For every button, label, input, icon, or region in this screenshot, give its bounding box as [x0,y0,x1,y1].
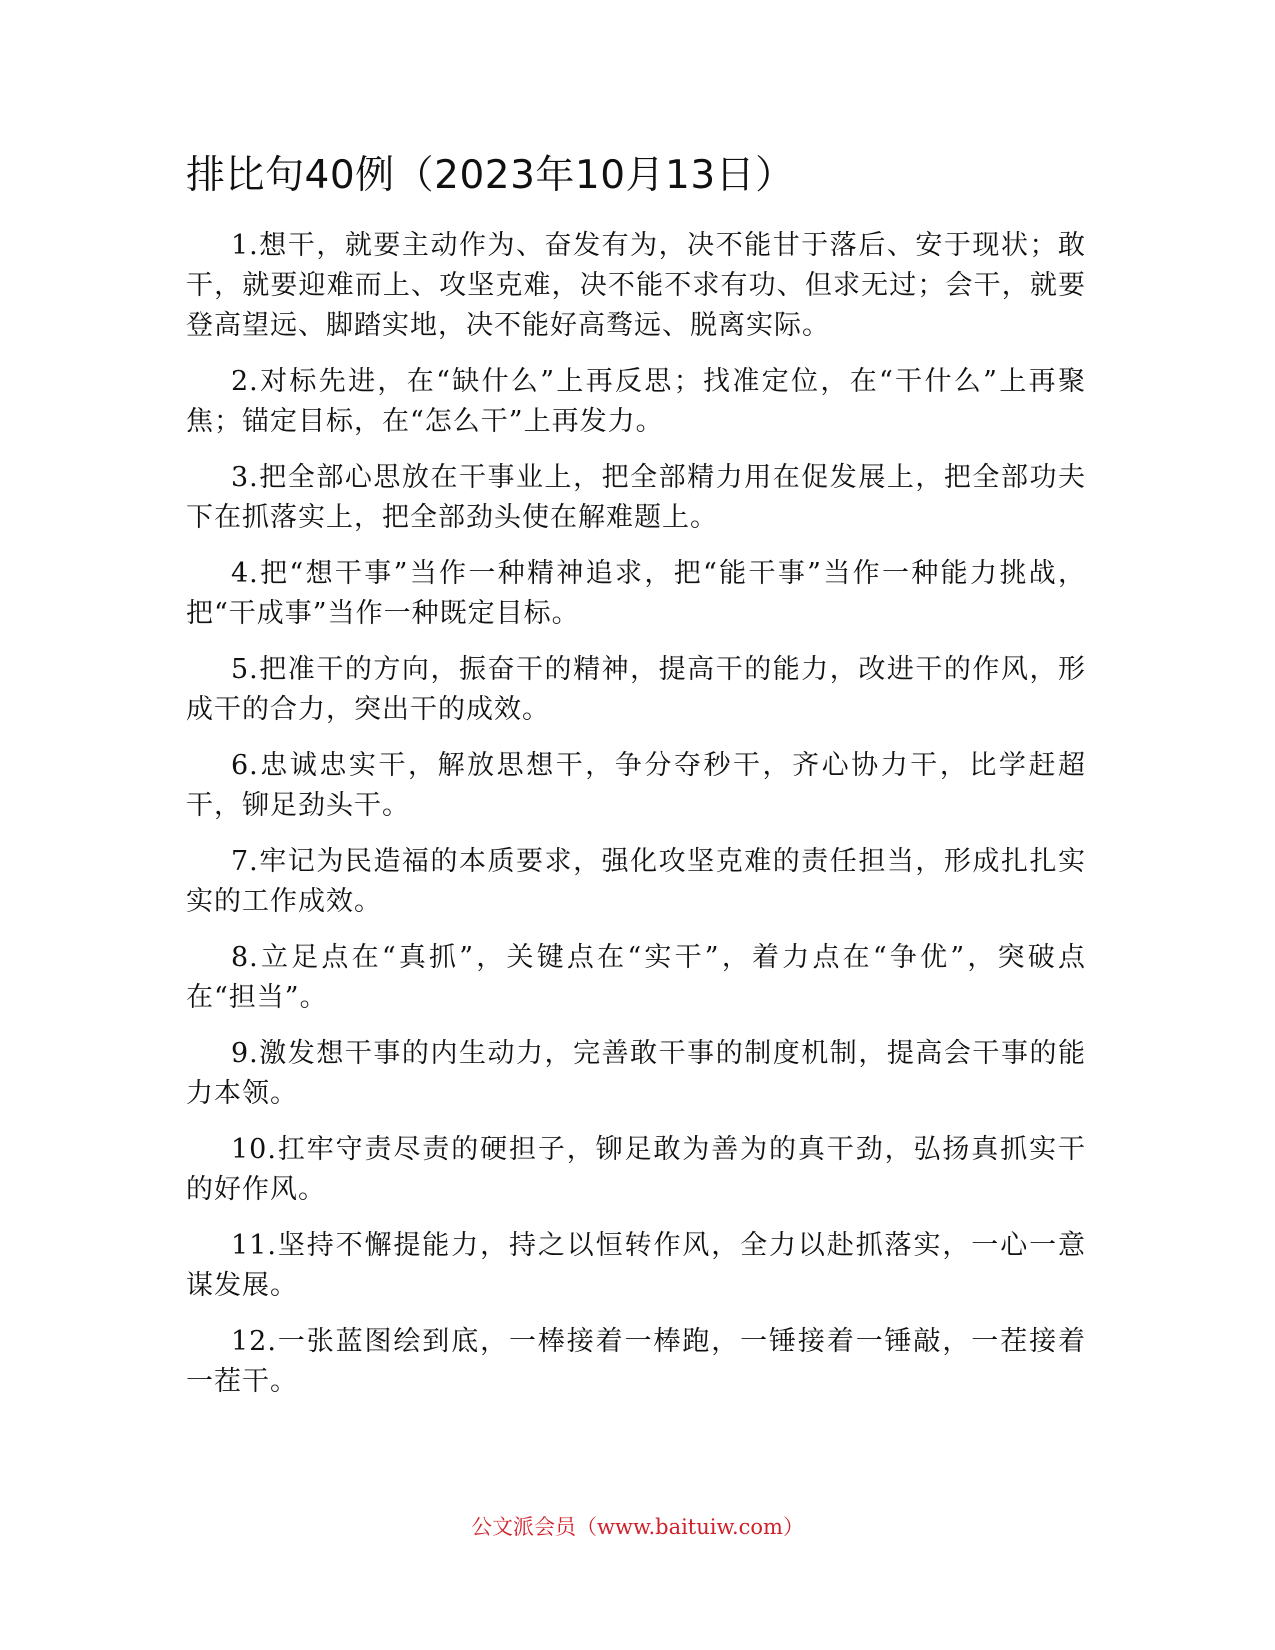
document-body [186,226,1086,1418]
paragraph-11: 11.坚持不懈提能力，持之以恒转作风，全力以赴抓落实，一心一意谋发展。 [186,1230,1086,1301]
paragraph-2: 2.对标先进，在“缺什么”上再反思；找准定位，在“干什么”上再聚焦；锚定目标，在“怎么干”上再发力。 [186,366,1086,437]
paragraph-10: 10.扛牢守责尽责的硬担子，铆足敢为善为的真干劲，弘扬真抓实干的好作风。 [186,1134,1086,1205]
paragraph-1: 1.想干，就要主动作为、奋发有为，决不能甘于落后、安于现状；敢干，就要迎难而上、攻坚克难，决不能不求有功、但求无过；会干，就要登高望远、脚踏实地，决不能好高骛远、脱离实际。 [186,230,1086,341]
paragraph-4: 4.把“想干事”当作一种精神追求，把“能干事”当作一种能力挑战，把“干成事”当作一种既定目标。 [186,558,1086,629]
paragraph-12: 12.一张蓝图绘到底，一棒接着一棒跑，一锤接着一锤敲，一茬接着一茬干。 [186,1326,1086,1397]
paragraph-7: 7.牢记为民造福的本质要求，强化攻坚克难的责任担当，形成扎扎实实的工作成效。 [186,846,1086,917]
footer-watermark: 公文派会员（www.baituiw.com） [471,1515,804,1539]
paragraph-9: 9.激发想干事的内生动力，完善敢干事的制度机制，提高会干事的能力本领。 [186,1038,1086,1109]
paragraph-3: 3.把全部心思放在干事业上，把全部精力用在促发展上，把全部功夫下在抓落实上，把全部劲头使在解难题上。 [186,462,1086,533]
paragraph-8: 8.立足点在“真抓”，关键点在“实干”，着力点在“争优”，突破点在“担当”。 [186,942,1086,1013]
paragraph-6: 6.忠诚忠实干，解放思想干，争分夺秒干，齐心协力干，比学赶超干，铆足劲头干。 [186,750,1086,821]
paragraph-5: 5.把准干的方向，振奋干的精神，提高干的能力，改进干的作风，形成干的合力，突出干的成效。 [186,654,1086,725]
document-title: 排比句40例（2023年10月13日） [186,153,795,198]
